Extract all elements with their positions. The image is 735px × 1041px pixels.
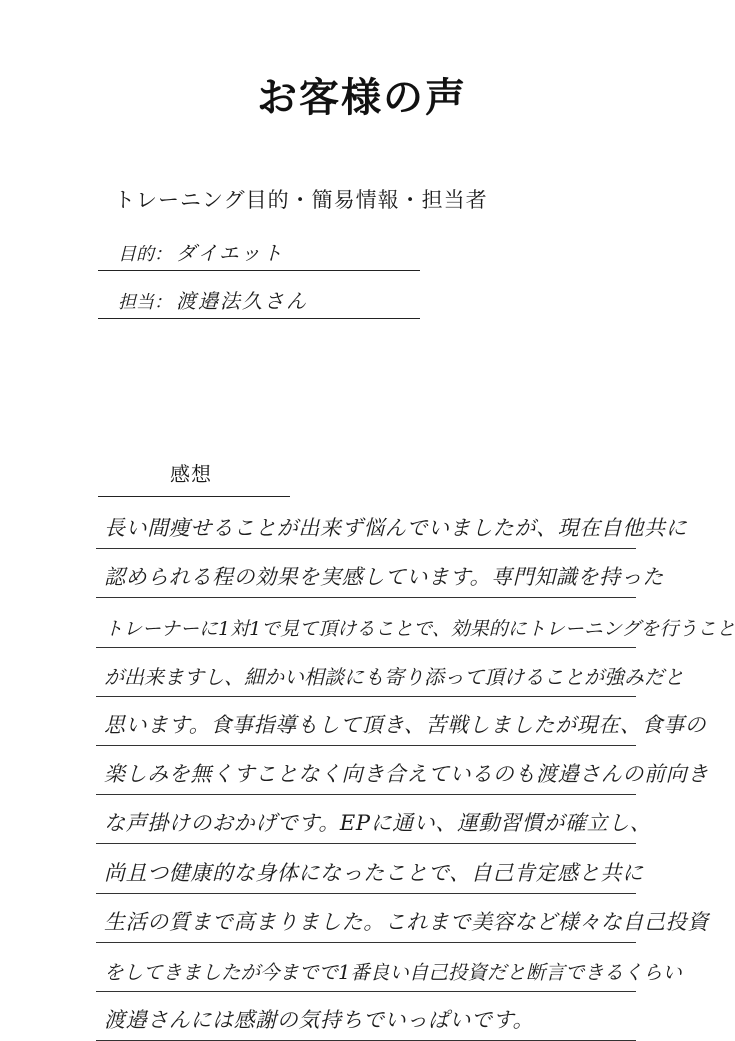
staff-row: [98, 284, 420, 319]
impression-line-text: 生活の質まで高まりました。これまで美容など様々な自己投資: [104, 909, 709, 934]
impression-line-text: な声掛けのおかげです。EPに通い、運動習慣が確立し、: [104, 811, 652, 836]
impression-line-text: をしてきましたが今までで1番良い自己投資だと断言できるくらい: [104, 960, 682, 984]
impression-line-text: 尚且つ健康的な身体になったことで、自己肯定感と共に: [104, 860, 644, 885]
impression-body: [96, 500, 735, 1041]
impression-line-text: 認められる程の効果を実感しています。専門知識を持った: [104, 565, 664, 590]
impression-line-text: 渡邉さんには感謝の気持ちでいっぱいです。: [104, 1008, 535, 1033]
purpose-row: [98, 236, 420, 271]
impression-line: [96, 795, 652, 844]
impression-line-text: が出来ますし、細かい相談にも寄り添って頂けることが強みだと: [104, 664, 684, 689]
impression-line: [96, 992, 636, 1041]
impression-line: [96, 894, 709, 943]
staff-label: 担当：: [118, 292, 172, 313]
impression-line: [96, 844, 644, 893]
impression-heading: 感想: [170, 462, 212, 486]
purpose-value: ダイエット: [176, 241, 285, 265]
impression-line: [96, 598, 735, 647]
impression-line-text: 長い間痩せることが出来ず悩んでいましたが、現在自他共に: [104, 516, 688, 541]
impression-line: [96, 697, 707, 746]
impression-line-text: トレーナーに1対1で見て頂けることで、効果的にトレーニングを行うこと: [104, 617, 735, 640]
impression-line: [96, 648, 684, 697]
impression-line-text: 楽しみを無くすことなく向き合えているのも渡邉さんの前向き: [104, 762, 709, 787]
impression-line: [96, 549, 664, 598]
impression-line: [96, 943, 682, 992]
impression-heading-underline: [98, 496, 290, 497]
purpose-label: 目的：: [118, 244, 172, 265]
staff-value: 渡邉法久さん: [176, 289, 308, 313]
page-title: お客様の声: [257, 75, 467, 121]
impression-line-text: 思います。食事指導もして頂き、苦戦しましたが現在、食事の: [104, 712, 707, 737]
impression-line: [96, 746, 709, 795]
section-heading: トレーニング目的・簡易情報・担当者: [114, 188, 488, 212]
impression-line: [96, 500, 688, 549]
